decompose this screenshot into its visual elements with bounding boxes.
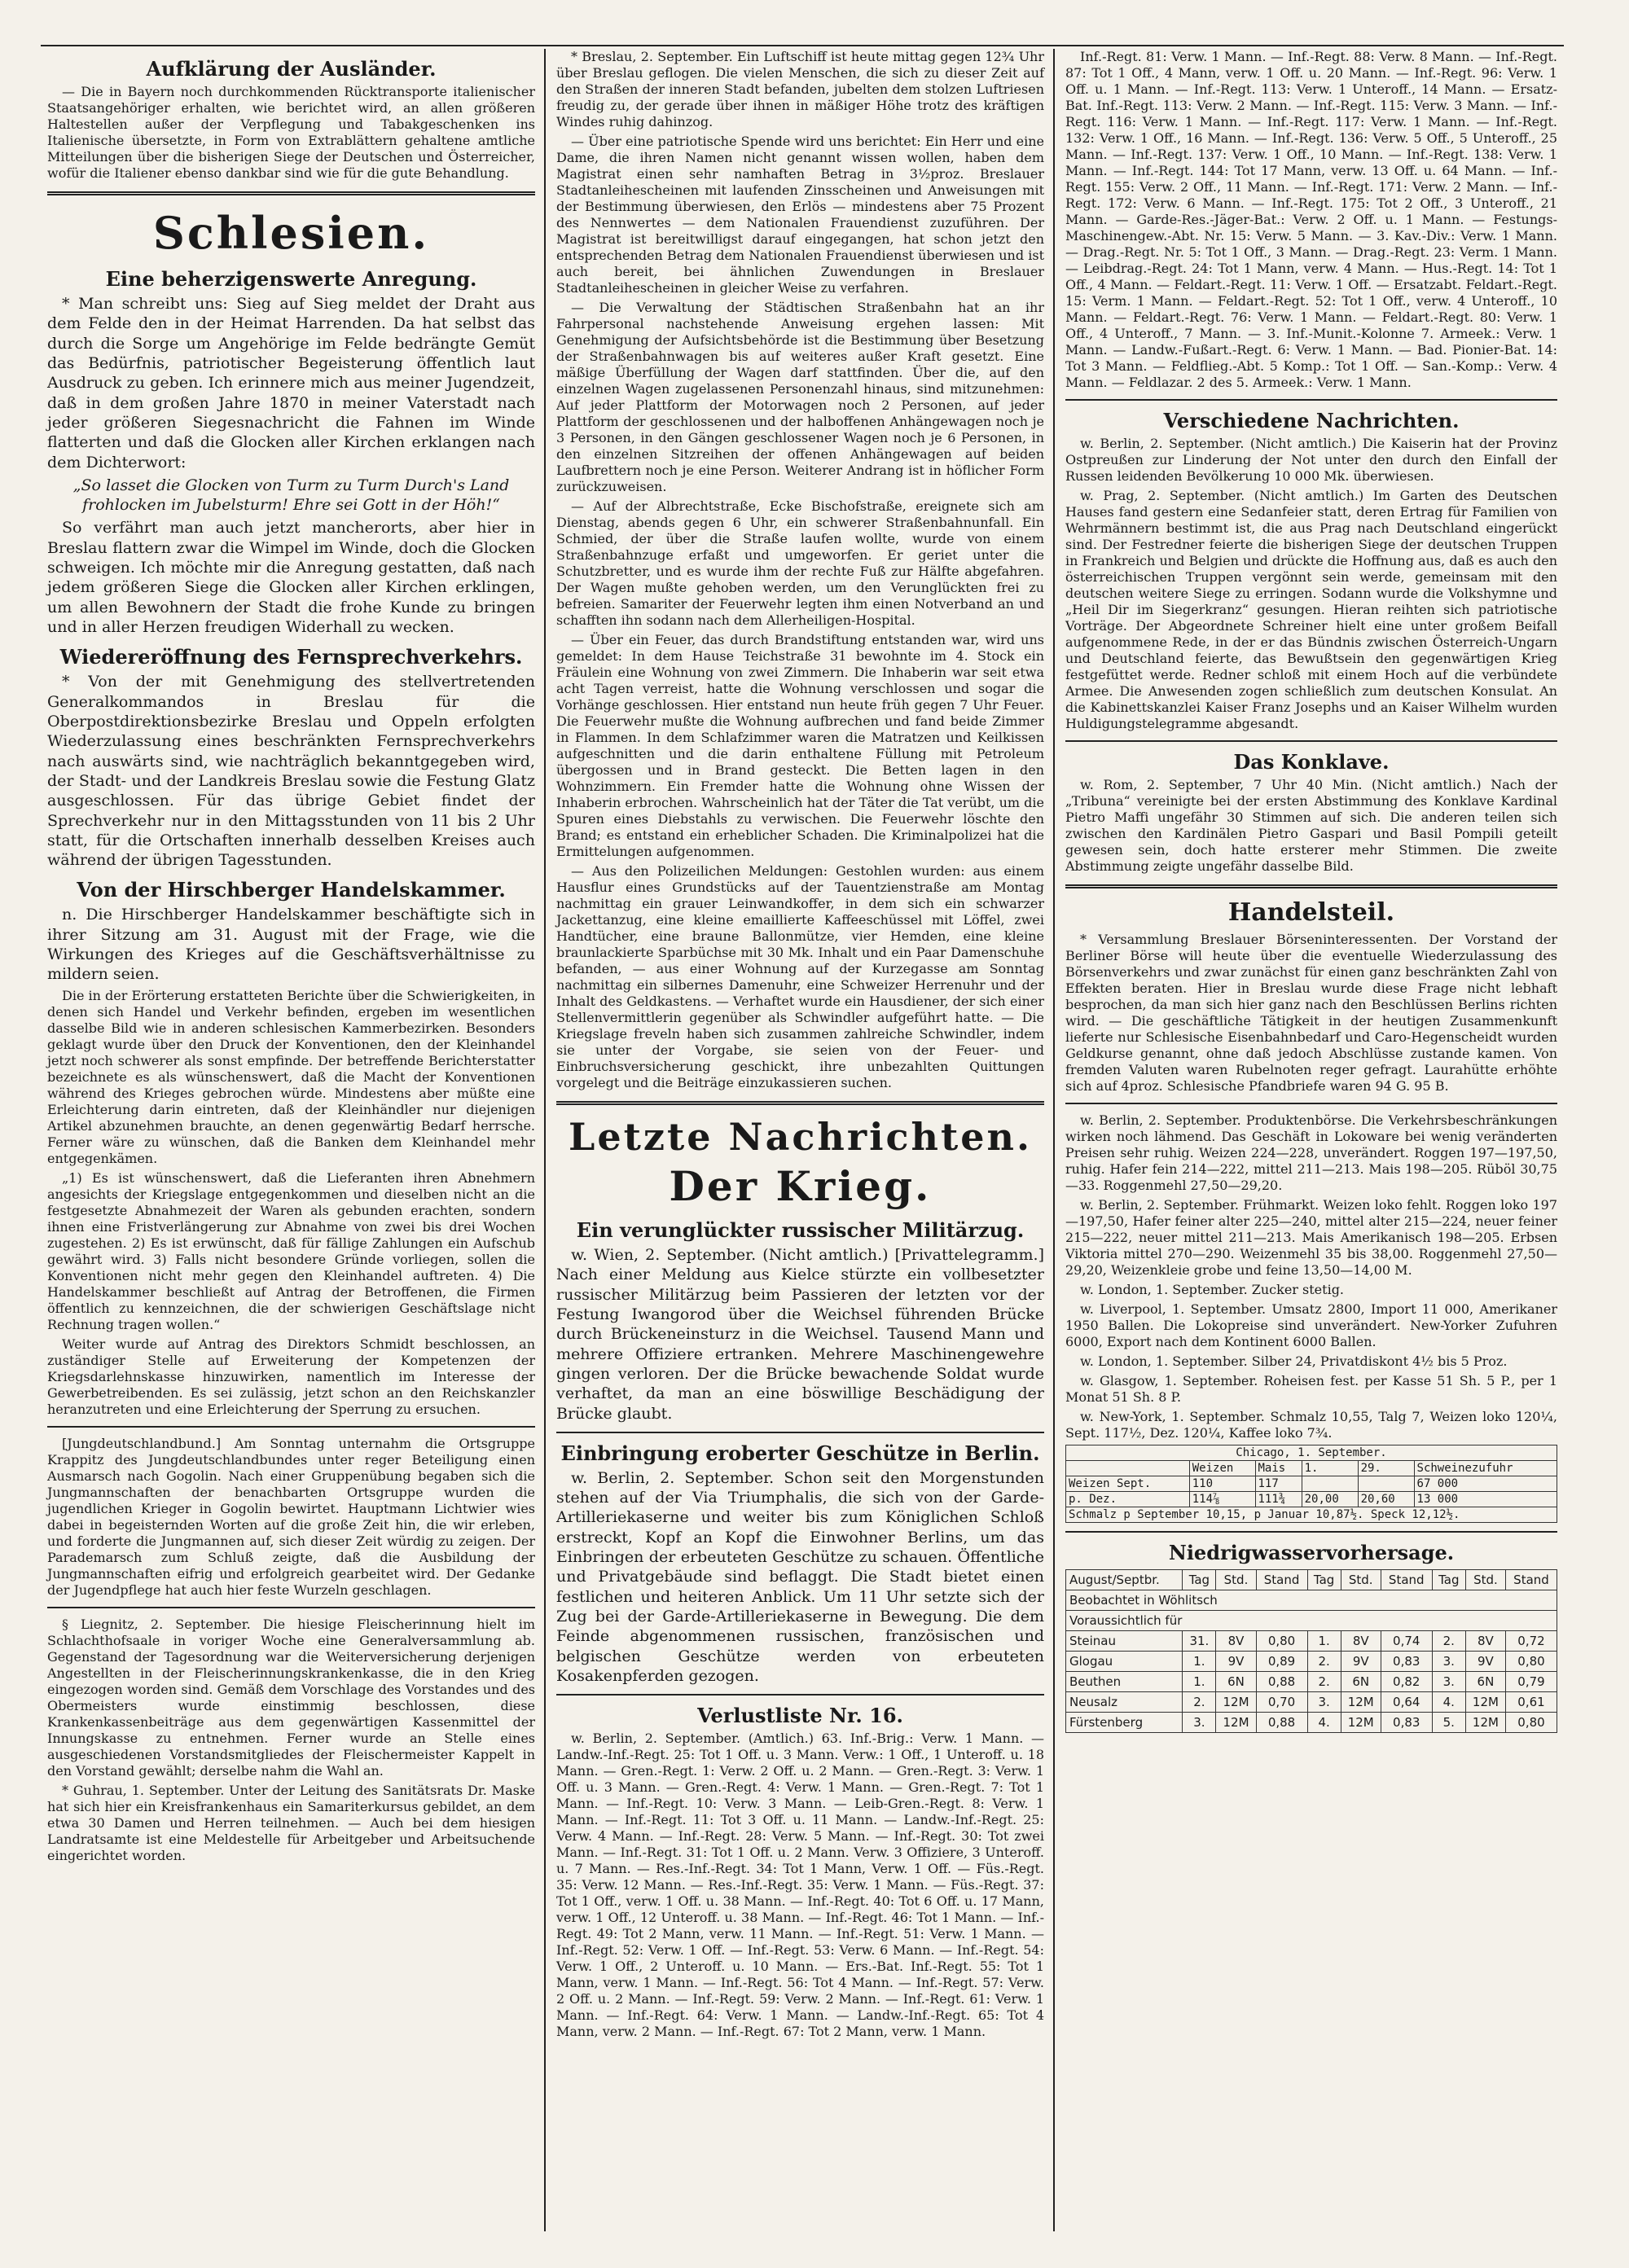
table-cell	[1066, 1461, 1190, 1476]
article-produkten: w. Berlin, 2. September. Produktenbörse. Die Verkehrsbeschränkungen wirken noch lähmend. Das Geschäft in Lokoware bei wenig veränderten Preisen sehr ruhig. Weizen 224—228, unverändert. Roggen 197—197,50, ruhig. Hafer fein 214—222, mittel 211—213. Mais 198—205. Rüböl 30,75—33. Roggenmehl 27,50—29,20.	[1065, 1112, 1557, 1193]
table-cell: 1.	[1183, 1672, 1216, 1692]
table-cell: Beuthen	[1066, 1672, 1183, 1692]
table-cell: Tag	[1432, 1570, 1465, 1590]
table-row	[1066, 1672, 1557, 1692]
divider	[556, 1432, 1044, 1433]
article-glasgow: w. Glasgow, 1. September. Roheisen fest. per Kasse 51 Sh. 5 P., per 1 Monat 51 Sh. 8 P.	[1065, 1373, 1557, 1405]
table-cell: 31.	[1183, 1631, 1216, 1652]
column-1	[41, 49, 542, 2231]
chicago-table	[1065, 1445, 1557, 1523]
table-cell: 12M	[1465, 1692, 1505, 1713]
column-rule	[544, 49, 546, 2231]
table-cell: Neusalz	[1066, 1692, 1183, 1713]
heading-konklave: Das Konklave.	[1233, 750, 1390, 774]
table-cell: 0,82	[1381, 1672, 1432, 1692]
table-cell: 3.	[1183, 1713, 1216, 1733]
table-cell	[1302, 1476, 1358, 1492]
water-level-table	[1065, 1569, 1557, 1733]
table-cell: 8V	[1216, 1631, 1256, 1652]
table-cell: 0,64	[1381, 1692, 1432, 1713]
table-row	[1066, 1652, 1557, 1672]
table-cell: 29.	[1358, 1461, 1414, 1476]
article-fernsprech: * Von der mit Genehmigung des stellvertretenden Generalkommandos in Breslau für die Oberpostdirektionsbezirke Breslau und Oppeln erfolgten Wiederzulassung eines beschränkten Fernsprechverkehrs nach auswärts sind, wie nachträglich bekanntgegeben wird, der Stadt- und der Landkreis Breslau sowie die Festung Glatz ausgeschlossen. Für das übrige Gebiet findet der Sprechverkehr nur in den Mittagsstunden von 11 bis 2 Uhr statt, für die Ortschaften innerhalb desselben Kreises auch während der übrigen Tagesstunden.	[47, 673, 535, 870]
table-cell: Stand	[1381, 1570, 1432, 1590]
table-cell: 8V	[1465, 1631, 1505, 1652]
article-geschuetze: w. Berlin, 2. September. Schon seit den Morgenstunden stehen auf der Via Triumphalis, die sich von der Garde-Artilleriekaserne und weiter bis zum Königlichen Schloß erstreckt, Kopf an Kopf die Einwohner Berlins, um das Einbringen der erbeuteten Geschütze zu schauen. Öffentliche und Privatgebäude sind beflaggt. Die Stadt bietet einen festlichen und heiteren Anblick. Um 11 Uhr setzte sich der Zug bei der Garde-Artilleriekaserne in Bewegung. Die dem Feinde abgenommenen russischen, französischen und belgischen Geschütze werden von erbeuteten Kosakenpferden gezogen.	[556, 1468, 1044, 1685]
table-cell: 0,88	[1256, 1672, 1307, 1692]
table-cell: 6N	[1216, 1672, 1256, 1692]
heading-anregung: Eine beherzigenswerte Anregung.	[105, 267, 477, 291]
table-cell: 2.	[1432, 1631, 1465, 1652]
table-cell: 3.	[1432, 1652, 1465, 1672]
article-polizei: — Aus den Polizeilichen Meldungen: Gestohlen wurden: aus einem Hausflur eines Grundstücks auf der Tauentzienstraße am Montag nachmittag ein grauer Leinwandkoffer, in dem sich ein schwarzer Jackettanzug, eine kleine emaillierte Kaffeeschüssel mit Löffel, zwei Handtücher, eine braune Ballonmütze, vier Hemden, eine kleine braunlackierte Sparbüchse mit 30 Mk. Inhalt und ein Paar Damenschuhe befanden, — aus einer Wohnung auf der Kurzegasse am Sonntag nachmittag ein silbernes Damenuhr, eine Schweizer Herrenuhr und der Inhalt des Geldkastens. — Verhaftet wurde ein Hausdiener, der sich einer Stellenvermittlerin gegenüber als Schwindler aufgeführt hatte. — Die Kriegslage freveln haben sich zusammen zahlreiche Schwindler, indem sie unter der Vorgabe, sie seien von der Feuer- und Einbruchsversicherung geschickt, ihre unbezahlten Quittungen vorgelegt und die Beiträge einzukassieren suchen.	[556, 863, 1044, 1090]
table-cell: Schweinezufuhr	[1414, 1461, 1557, 1476]
divider	[47, 191, 535, 195]
article-konklave: w. Rom, 2. September, 7 Uhr 40 Min. (Nicht amtlich.) Nach der „Tribuna“ vereinigte bei der ersten Abstimmung des Konklave Kardinal Pietro Maffi ungefähr 30 Stimmen auf sich. Die anderen teilen sich zwischen den Kardinälen Pietro Gaspari und Basil Pompili geteilt gewesen sein, doch hatte ersterer mehr Stimmen. Die zweite Abstimmung zeigte ungefähr dasselbe Bild.	[1065, 777, 1557, 874]
table-cell: 6N	[1341, 1672, 1381, 1692]
article-verlust-cont: Inf.-Regt. 81: Verw. 1 Mann. — Inf.-Regt. 88: Verw. 8 Mann. — Inf.-Regt. 87: Tot 1 Off., 4 Mann, verw. 1 Off. u. 20 Mann. — Inf.-Regt. 96: Verw. 1 Off. u. 1 Mann. — Inf.-Regt. 113: Verw. 1 Unteroff., 14 Mann. — Ersatz-Bat. Inf.-Regt. 113: Verw. 2 Mann. — Inf.-Regt. 115: Verw. 3 Mann. — Inf.-Regt. 116: Verw. 1 Mann. — Inf.-Regt. 117: Verw. 1 Mann. — Inf.-Regt. 132: Verw. 1 Off., 16 Mann. — Inf.-Regt. 136: Verw. 5 Off., 5 Unteroff., 25 Mann. — Inf.-Regt. 137: Verw. 1 Off., 10 Mann. — Inf.-Regt. 138: Verw. 1 Mann. — Inf.-Regt. 144: Tot 17 Mann, verw. 13 Off. u. 64 Mann. — Inf.-Regt. 155: Verw. 2 Off., 11 Mann. — Inf.-Regt. 171: Verw. 2 Mann. — Inf.-Regt. 172: Verw. 6 Mann. — Inf.-Regt. 175: Tot 2 Off., 3 Unteroff., 21 Mann. — Garde-Res.-Jäger-Bat.: Verw. 2 Off. u. 1 Mann. — Festungs-Maschinengew.-Abt. Nr. 15: Verw. 5 Mann. — 3. Kav.-Div.: Verw. 1 Mann. — Drag.-Regt. Nr. 5: Tot 1 Off., 3 Mann. — Drag.-Regt. 23: Verm. 1 Mann. — Leibdrag.-Regt. 24: Tot 1 Mann, verw. 4 Mann. — Hus.-Regt. 14: Tot 1 Off., 4 Mann. — Feldart.-Regt. 11: Verw. 1 Off. — Ersatzabt. Feldart.-Regt. 15: Verm. 1 Mann. — Feldart.-Regt. 52: Tot 1 Off., verw. 4 Unteroff., 10 Mann. — Feldart.-Regt. 76: Verw. 1 Mann. — Feldart.-Regt. 80: Verw. 1 Off., 4 Unteroff., 7 Mann. — 3. Inf.-Munit.-Kolonne 7. Armeek.: Verw. 1 Mann. — Landw.-Fußart.-Regt. 6: Verw. 1 Mann. — Bad. Pionier-Bat. 14: Tot 3 Mann. — Feldflieg.-Abt. 5 Komp.: Tot 1 Off. — San.-Komp.: Verw. 4 Mann. — Feldlazar. 2 des 5. Armeek.: Verw. 1 Mann.	[1065, 49, 1557, 390]
table-cell: 0,79	[1505, 1672, 1557, 1692]
table-cell: 0,83	[1381, 1713, 1432, 1733]
table-cell: 20,00	[1302, 1492, 1358, 1507]
table-cell: 0,70	[1256, 1692, 1307, 1713]
water-label: Voraussichtlich für	[1066, 1611, 1557, 1631]
table-cell: 117	[1255, 1476, 1302, 1492]
table-cell: 8V	[1341, 1631, 1381, 1652]
heading-hirschberg: Von der Hirschberger Handelskammer.	[77, 878, 506, 902]
table-cell: 0,72	[1505, 1631, 1557, 1652]
divider	[556, 1101, 1044, 1105]
water-subheading: Beobachtet in Wöhlitsch	[1066, 1590, 1557, 1611]
column-2	[550, 49, 1051, 2231]
article-hirschberg-2: Die in der Erörterung erstatteten Berichte über die Schwierigkeiten, in denen sich Handel und Verkehr befinden, ergeben im wesentlichen dasselbe Bild wie in anderen schlesischen Kammerbezirken. Besonders geklagt wurde über den Druck der Konventionen, den der Kleinhandel jetzt noch schwerer als sonst empfinde. Der betreffende Berichterstatter bezeichnete es als wünschenswert, daß die Macht der Konventionen während des Krieges gebrochen würde. Mindestens aber müßte eine Erleichterung darin eintreten, daß der Kleinhändler nur diejenigen Artikel abzunehmen brauchte, an denen gegenwärtig Bedarf herrsche. Ferner wäre zu wünschen, daß die Banken dem Kleinhandel mehr entgegenkämen.	[47, 987, 535, 1166]
table-cell: Steinau	[1066, 1631, 1183, 1652]
divider	[1065, 1103, 1557, 1104]
article-zucker: w. London, 1. September. Zucker stetig.	[1080, 1282, 1345, 1297]
table-cell: 110	[1189, 1476, 1255, 1492]
chicago-lard: Schmalz p September 10,15, p Januar 10,87½. Speck 12,12½.	[1066, 1507, 1557, 1523]
table-cell: Std.	[1465, 1570, 1505, 1590]
table-cell: 1.	[1307, 1631, 1341, 1652]
article-prag: w. Prag, 2. September. (Nicht amtlich.) Im Garten des Deutschen Hauses fand gestern eine Sedanfeier statt, deren Ertrag für Familien von Wehrmännern bestimmt ist, die aus Prag nach Deutschland eingerückt sind. Der Festredner feierte die bisherigen Siege der deutschen Truppen in Frankreich und Belgien und drückte die Hoffnung aus, daß es auch den österreichischen Truppen vergönnt sein werde, gemeinsam mit den deutschen weitere Siege zu erringen. Sodann wurde die Volkshymne und „Heil Dir im Siegerkranz“ gesungen. Hieran reihten sich patriotische Vorträge. Der Abgeordnete Schreiner hielt eine unter großem Beifall aufgenommene Rede, in der er das Bündnis zwischen Österreich-Ungarn und Deutschland feierte, das Bewußtsein den gegenwärtigen Krieg festgefüttet werde. Redner schloß mit einem Hoch auf die verbündete Armee. Die Anwesenden zogen schließlich zum deutschen Konsulat. An die Kabinettskanzlei Kaiser Franz Josephs und an Kaiser Wilhelm wurden Huldigungstelegramme abgesandt.	[1065, 488, 1557, 731]
table-cell: 13 000	[1414, 1492, 1557, 1507]
article-silber: w. London, 1. September. Silber 24, Privatdiskont 4½ bis 5 Proz.	[1080, 1353, 1508, 1369]
table-cell: 0,80	[1256, 1631, 1307, 1652]
article-liegnitz: § Liegnitz, 2. September. Die hiesige Fleischerinnung hielt im Schlachthofsaale in voriger Woche eine Generalversammlung ab. Gegenstand der Tagesordnung war die Weiterversicherung derjenigen Angestellten in der Fleischerinnungskrankenkasse, die in den Krieg eingezogen worden sind. Gemäß dem Vorschlage des Vorstandes und des Obermeisters wurde einstimmig beschlossen, diese Krankenkassenbeiträge aus dem gegenwärtigen Kassenmittel der Innungskasse zu entnehmen. Ferner wurde an Stelle eines ausgeschiedenen Vorstandsmitgliedes der Fleischermeister Kappelt in den Vorstand gewählt; derselbe nahm die Wahl an.	[47, 1616, 535, 1779]
article-hirschberg: n. Die Hirschberger Handelskammer beschäftigte sich in ihrer Sitzung am 31. August mit der Frage, wie die Wirkungen des Krieges auf die Geschäftsverhältnisse zu mildern seien.	[47, 906, 535, 984]
heading-militaerzug: Ein verunglückter russischer Militärzug.	[576, 1218, 1025, 1242]
table-cell: 2.	[1307, 1652, 1341, 1672]
article-feuer: — Über ein Feuer, das durch Brandstiftung entstanden war, wird uns gemeldet: In dem Hause Teichstraße 31 bewohnte im 4. Stock ein Fräulein eine Wohnung von zwei Zimmern. Die Inhaberin war seit etwa acht Tagen verreist, hatte die Wohnung verschlossen und sogar die Vorhänge geschlossen. Hier entstand nun heute früh gegen 7 Uhr Feuer. Die Feuerwehr mußte die Wohnung aufbrechen und fand beide Zimmer in Flammen. In dem Schlafzimmer waren die Matratzen und Keilkissen aufgeschnitten und die darin enthaltene Füllung mit Petroleum übergossen und in Brand gesteckt. Die Betten lagen in den Wohnzimmern. Ein Fremder hatte die Wohnung ohne Wissen der Inhaberin erbrochen. Wahrscheinlich hat der Täter die Tat verübt, um die Spuren eines Diebstahls zu verwischen. Die Feuerwehr löschte den Brand; es entstand ein erheblicher Schaden. Die Kriminalpolizei hat die Ermittelungen aufgenommen.	[556, 632, 1044, 859]
heading-auslaender: Aufklärung der Ausländer.	[146, 57, 437, 81]
table-cell: Tag	[1183, 1570, 1216, 1590]
table-cell: Weizen	[1189, 1461, 1255, 1476]
table-row	[1066, 1692, 1557, 1713]
table-cell: 9V	[1341, 1652, 1381, 1672]
article-guhrau: * Guhrau, 1. September. Unter der Leitung des Sanitätsrats Dr. Maske hat sich hier ein Kreisfrankenhaus ein Samariterkursus gebildet, an dem etwa 30 Damen und Herren teilnehmen. — Auch bei dem hiesigen Landratsamte ist eine Meldestelle für Arbeitgeber und Arbeitsuchende eingerichtet worden.	[47, 1782, 535, 1863]
table-cell: 4.	[1307, 1713, 1341, 1733]
table-cell: 9V	[1216, 1652, 1256, 1672]
table-cell: Glogau	[1066, 1652, 1183, 1672]
table-cell: Tag	[1307, 1570, 1341, 1590]
section-title-handel: Handelsteil.	[1227, 898, 1395, 927]
table-cell: 0,61	[1505, 1692, 1557, 1713]
article-hirschberg-3: „1) Es ist wünschenswert, daß die Lieferanten ihren Abnehmern angesichts der Kriegslage entgegenkommen und dieselben nicht an die festgesetzte Abnahmezeit der Waren als gebunden erachten, sondern ihnen eine Fristverlängerung zur Abnahme von zwei bis drei Wochen zugestehen. 2) Es ist erwünscht, daß für fällige Zahlungen ein Aufschub gewährt wird. 3) Falls nicht besondere Gründe vorliegen, sollen die Konventionen nicht mehr gegen den Kleinhandel auftreten. 4) Die Handelskammer beschließt auf Antrag der Betroffenen, die Firmen öffentlich zu kennzeichnen, die der schwierigen Geschäftslage nicht Rechnung tragen wollen.“	[47, 1169, 535, 1332]
table-cell: Mais	[1255, 1461, 1302, 1476]
article-liverpool: w. Liverpool, 1. September. Umsatz 2800, Import 11 000, Amerikaner 1950 Ballen. Die Lokopreise sind unverändert. New-Yorker Zufuhren 6000, Export nach dem Kontinent 6000 Ballen.	[1065, 1301, 1557, 1349]
heading-verschiedene: Verschiedene Nachrichten.	[1163, 409, 1460, 432]
table-cell: 1.	[1302, 1461, 1358, 1476]
table-cell: 1.	[1183, 1652, 1216, 1672]
table-cell: 3.	[1307, 1692, 1341, 1713]
water-level-rows	[1066, 1631, 1557, 1733]
table-cell: Std.	[1216, 1570, 1256, 1590]
table-cell: Fürstenberg	[1066, 1713, 1183, 1733]
heading-verlust: Verlustliste Nr. 16.	[697, 1704, 903, 1728]
divider	[1065, 399, 1557, 401]
heading-fernsprech: Wiedereröffnung des Fernsprechverkehrs.	[59, 645, 523, 669]
article-strassenbahn: — Die Verwaltung der Städtischen Straßenbahn hat an ihr Fahrpersonal nachstehende Anweisung ergehen lassen: Mit Genehmigung der Aufsichtsbehörde ist die Bestimmung über Besetzung der Straßenbahnwagen bis auf weiteres außer Kraft gesetzt. Eine mäßige Überfüllung der Wagen darf stattfinden. Über die, auf den einzelnen Wagen zugelassenen Personenzahl hinaus, sind mitzunehmen: Auf jeder Plattform der Motorwagen noch 2 Personen, auf jeder Plattform der geschlossenen und der halboffenen Anhängewagen noch je 3 Personen, in den Gängen geschlossener Wagen noch je 6 Personen, in den einzelnen Sitzreihen der offenen Anhängewagen auf beiden Laufbrettern noch je eine Person. Weiterer Andrang ist in höflicher Form zurückzuweisen.	[556, 300, 1044, 494]
table-cell: 67 000	[1414, 1476, 1557, 1492]
table-cell: p. Dez.	[1066, 1492, 1190, 1507]
table-cell: 5.	[1432, 1713, 1465, 1733]
table-cell: 0,83	[1381, 1652, 1432, 1672]
article-hirschberg-4: Weiter wurde auf Antrag des Direktors Schmidt beschlossen, an zuständiger Stelle auf Erweiterung der Kompetenzen der Kriegsdarlehnskasse hinzuwirken, namentlich im Interesse der Gewerbetreibenden. Es sei zulässig, jetzt schon an den Reichskanzler heranzutreten und eine Erleichterung der Sperrung zu ersuchen.	[47, 1336, 535, 1417]
column-rule	[1053, 49, 1055, 2231]
article-unfall: — Auf der Albrechtstraße, Ecke Bischofstraße, ereignete sich am Dienstag, abends gegen 6 Uhr, ein schwerer Straßenbahnunfall. Ein Schmied, der über die Straße laufen wollte, wurde von einem Straßenbahnzuge erfaßt und umgeworfen. Er geriet unter die Schutzbretter, und es wurde ihm der rechte Fuß zur Hälfte abgefahren. Der Wagen mußte gehoben werden, um den Verunglückten frei zu befreien. Samariter der Feuerwehr legten ihm einen Notverband an und schafften ihn sodann nach dem Allerheiligen-Hospital.	[556, 498, 1044, 628]
divider	[1065, 884, 1557, 888]
section-title-krieg: Der Krieg.	[669, 1162, 932, 1210]
article-kaiserin: w. Berlin, 2. September. (Nicht amtlich.) Die Kaiserin hat der Provinz Ostpreußen zur Linderung der Not unter den durch den Einfall der Russen leidenden Bevölkerung 10 000 Mk. überwiesen.	[1065, 436, 1557, 484]
article-luftschiff: * Breslau, 2. September. Ein Luftschiff ist heute mittag gegen 12¾ Uhr über Breslau geflogen. Die vielen Menschen, die sich zu dieser Zeit auf den Straßen der inneren Stadt befanden, jubelten dem stolzen Luftriesen freudig zu, der gerade über ihnen in mäßiger Höhe trotz des kräftigen Windes ruhig dahinzog.	[556, 49, 1044, 129]
table-cell: 12M	[1216, 1713, 1256, 1733]
table-cell: 12M	[1465, 1713, 1505, 1733]
table-cell: 2.	[1183, 1692, 1216, 1713]
verse: „So lasset die Glocken von Turm zu Turm Durch's Land frohlocken im Jubelsturm! Ehre sei Gott in der Höh!“	[72, 476, 510, 515]
section-title-letzte: Letzte Nachrichten.	[569, 1115, 1032, 1159]
table-cell: 4.	[1432, 1692, 1465, 1713]
table-cell: Stand	[1505, 1570, 1557, 1590]
table-cell: 0,80	[1505, 1713, 1557, 1733]
article-jungdeutsch: [Jungdeutschlandbund.] Am Sonntag unternahm die Ortsgruppe Krappitz des Jungdeutschlandbundes unter reger Beteiligung einen Ausmarsch nach Gogolin. Nach einer Gruppenübung begaben sich die Jungmannschaften der benachbarten Ortsgruppe wurden die jugendlichen Krieger in Gogolin bewirtet. Hauptmann Lichtwier wies dabei in begeisternden Worten auf die große Zeit hin, die wir erleben, und forderte die Jungmannen auf, sich dieser Zeit würdig zu zeigen. Der Parademarsch zum Schluß zeigte, daß die Ausbildung der Jungmannschaften eifrig und erfolgreich gearbeitet wird. Der Gedanke der Jugendpflege hat auch hier feste Wurzeln geschlagen.	[47, 1435, 535, 1598]
table-cell: 20,60	[1358, 1492, 1414, 1507]
divider	[47, 1426, 535, 1428]
table-cell: August/Septbr.	[1066, 1570, 1183, 1590]
column-3	[1059, 49, 1564, 2231]
divider	[556, 1694, 1044, 1696]
divider	[47, 1607, 535, 1608]
article-anregung-cont: So verfährt man auch jetzt mancherorts, aber hier in Breslau flattern zwar die Wimpel im Winde, doch die Glocken schweigen. Ich möchte mir die Anregung gestatten, daß nach jedem größeren Siege die Glocken aller Kirchen erklingen, um allen Bewohnern der Stadt die frohe Kunde zu bringen und in aller Herzen freudigen Widerhall zu wecken.	[47, 519, 535, 636]
table-cell: 6N	[1465, 1672, 1505, 1692]
table-cell: 114⅞	[1189, 1492, 1255, 1507]
table-row	[1066, 1713, 1557, 1733]
article-verlust: w. Berlin, 2. September. (Amtlich.) 63. Inf.-Brig.: Verw. 1 Mann. — Landw.-Inf.-Regt. 25: Tot 1 Off. u. 3 Mann. Verw.: 1 Off., 1 Unteroff. u. 18 Mann. — Gren.-Regt. 1: Verw. 2 Off. u. 2 Mann. — Gren.-Regt. 3: Verw. 1 Off. u. 3 Mann. — Gren.-Regt. 4: Verw. 1 Mann. — Gren.-Regt. 7: Tot 1 Mann. — Inf.-Regt. 10: Verw. 3 Mann. — Leib-Gren.-Regt. 8: Verw. 1 Mann. — Inf.-Regt. 11: Tot 3 Off. u. 11 Mann. — Landw.-Inf.-Regt. 25: Verw. 4 Mann. — Inf.-Regt. 28: Verw. 5 Mann. — Inf.-Regt. 30: Tot zwei Mann. — Inf.-Regt. 31: Tot 1 Off. u. 2 Mann. Verw. 3 Offiziere, 3 Unteroff. u. 7 Mann. — Res.-Inf.-Regt. 34: Tot 1 Mann, Verw. 1 Off. — Füs.-Regt. 35: Verw. 12 Mann. — Res.-Inf.-Regt. 35: Verw. 1 Mann. — Füs.-Regt. 37: Tot 1 Off., verw. 1 Off. u. 38 Mann. — Inf.-Regt. 40: Tot 6 Off. u. 17 Mann, verw. 1 Off., 12 Unteroff. u. 38 Mann. — Inf.-Regt. 46: Tot 1 Mann. — Inf.-Regt. 49: Tot 2 Mann, verw. 11 Mann. — Inf.-Regt. 51: Verw. 1 Mann. — Inf.-Regt. 52: Verw. 1 Off. — Inf.-Regt. 53: Verw. 6 Mann. — Inf.-Regt. 54: Verw. 1 Off., 2 Unteroff. u. 10 Mann. — Ers.-Bat. Inf.-Regt. 55: Tot 1 Mann, verw. 1 Mann. — Inf.-Regt. 56: Tot 4 Mann. — Inf.-Regt. 57: Verw. 2 Off. u. 2 Mann. — Inf.-Regt. 59: Verw. 2 Mann. — Inf.-Regt. 61: Verw. 1 Mann. — Inf.-Regt. 64: Verw. 1 Mann. — Landw.-Inf.-Regt. 65: Tot 4 Mann, verw. 2 Mann. — Inf.-Regt. 67: Tot 2 Mann, verw. 1 Mann.	[556, 1731, 1044, 2040]
table-cell: 12M	[1341, 1713, 1381, 1733]
table-cell: 12M	[1341, 1692, 1381, 1713]
table-row	[1066, 1631, 1557, 1652]
table-cell: 12M	[1216, 1692, 1256, 1713]
table-cell: 0,80	[1505, 1652, 1557, 1672]
table-cell: Std.	[1341, 1570, 1381, 1590]
table-cell	[1358, 1476, 1414, 1492]
divider	[1065, 740, 1557, 742]
table-cell: 2.	[1307, 1672, 1341, 1692]
article-militaerzug: w. Wien, 2. September. (Nicht amtlich.) [Privattelegramm.] Nach einer Meldung aus Kielce stürzte ein vollbesetzter russischer Militärzug beim Passieren der letzten vor der Festung Iwangorod über die Weichsel führenden Brücke durch Brückeneinsturz in die Weichsel. Tausend Mann und mehrere Offiziere ertranken. Mehrere Maschinengewehre gingen verloren. Der die Brücke bewachende Soldat wurde verhaftet, da man an eine böswillige Beschädigung der Brücke glaubt.	[556, 1246, 1044, 1423]
table-cell: 0,74	[1381, 1631, 1432, 1652]
article-newyork: w. New-York, 1. September. Schmalz 10,55, Talg 7, Weizen loko 120¼, Sept. 117½, Dez. 120¼, Kaffee loko 7¾.	[1065, 1409, 1557, 1441]
table-cell: 9V	[1465, 1652, 1505, 1672]
table-cell: Stand	[1256, 1570, 1307, 1590]
table-cell: 0,89	[1256, 1652, 1307, 1672]
divider	[1065, 1531, 1557, 1533]
article-boerse: * Versammlung Breslauer Börseninteressenten. Der Vorstand der Berliner Börse will heute über die eventuelle Wiederzulassung des Börsenverkehrs und zwar zunächst für einen ganz beschränkten Zahl von Effekten beraten. Hier in Breslau wurde diese Frage nicht lebhaft besprochen, da man sich hier ganz nach den Beschlüssen Berlins richten wird. — Die geschäftliche Tätigkeit in der heutigen Zusammenkunft lieferte nur Schlesische Eisenbahnbedarf und Caro-Hegenscheidt wurden Geldkurse genannt, ohne daß jedoch Abschlüsse zustande kamen. Von fremden Valuten waren Rubelnoten reger gefragt. Laurahütte erhöhte sich auf 4proz. Schlesische Pfandbriefe waren 94 G. 95 B.	[1065, 932, 1557, 1094]
article-auslaender: — Die in Bayern noch durchkommenden Rücktransporte italienischer Staatsangehöriger erhalten, wie berichtet wird, an allen größeren Haltestellen außer der Verpflegung und Tabakgeschenken ins Italienische übersetzte, in Form von Extrablättern gehaltene amtliche Mitteilungen über die bisherigen Siege der Deutschen und Österreicher, wofür die Italiener ebenso dankbar sind wie für die gute Behandlung.	[47, 84, 535, 181]
article-fruehmarkt: w. Berlin, 2. September. Frühmarkt. Weizen loko fehlt. Roggen loko 197—197,50, Hafer feiner alter 225—240, mittel alter 215—224, neuer feiner 215—222, neuer mittel 211—213. Mais Amerikanisch 198—205. Erbsen Viktoria mittel 270—290. Weizenmehl 35 bis 38,00. Roggenmehl 27,50—29,20, Weizenkleie grobe und feine 13,50—14,00 M.	[1065, 1197, 1557, 1278]
article-anregung: * Man schreibt uns: Sieg auf Sieg meldet der Draht aus dem Felde den in der Heimat Harrenden. Da hat selbst das durch die Sorge um Angehörige im Felde bedrängte Gemüt das Bedürfnis, patriotischer Begeisterung öffentlich laut Ausdruck zu geben. Ich erinnere mich aus meiner Jugendzeit, daß in dem großen Jahre 1870 in meiner Vaterstadt nach jeder größeren Siegesnachricht die Fahnen im Winde flatterten und daß die Glocken aller Kirchen erklangen nach dem Dichterwort:	[47, 295, 535, 472]
section-title-schlesien: Schlesien.	[152, 207, 430, 259]
table-cell: Weizen Sept.	[1066, 1476, 1190, 1492]
article-spende: — Über eine patriotische Spende wird uns berichtet: Ein Herr und eine Dame, die ihren Namen nicht genannt wissen wollen, haben dem Magistrat einen sehr namhaften Betrag in 3½proz. Breslauer Stadtanleihescheinen mit laufenden Zinsscheinen und Anweisungen mit der Bestimmung überwiesen, den Erlös — mindestens aber 75 Prozent des Nennwertes — dem Nationalen Frauendienst zuzuführen. Der Magistrat ist bereitwilligst darauf eingegangen, hat schon jetzt den entsprechenden Betrag dem Nationalen Frauendienst überwiesen und ist auch bereit, bei ähnlichen Zuwendungen in Breslauer Stadtanleihescheinen in gleicher Weise zu verfahren.	[556, 134, 1044, 296]
table-cell: 111¾	[1255, 1492, 1302, 1507]
table-cell: 3.	[1432, 1672, 1465, 1692]
top-rule	[41, 45, 1564, 46]
table-cell: 0,88	[1256, 1713, 1307, 1733]
chicago-title: Chicago, 1. September.	[1066, 1445, 1557, 1461]
heading-niedrigwasser: Niedrigwasservorhersage.	[1168, 1541, 1455, 1564]
heading-geschuetze: Einbringung eroberter Geschütze in Berlin.	[560, 1441, 1040, 1465]
